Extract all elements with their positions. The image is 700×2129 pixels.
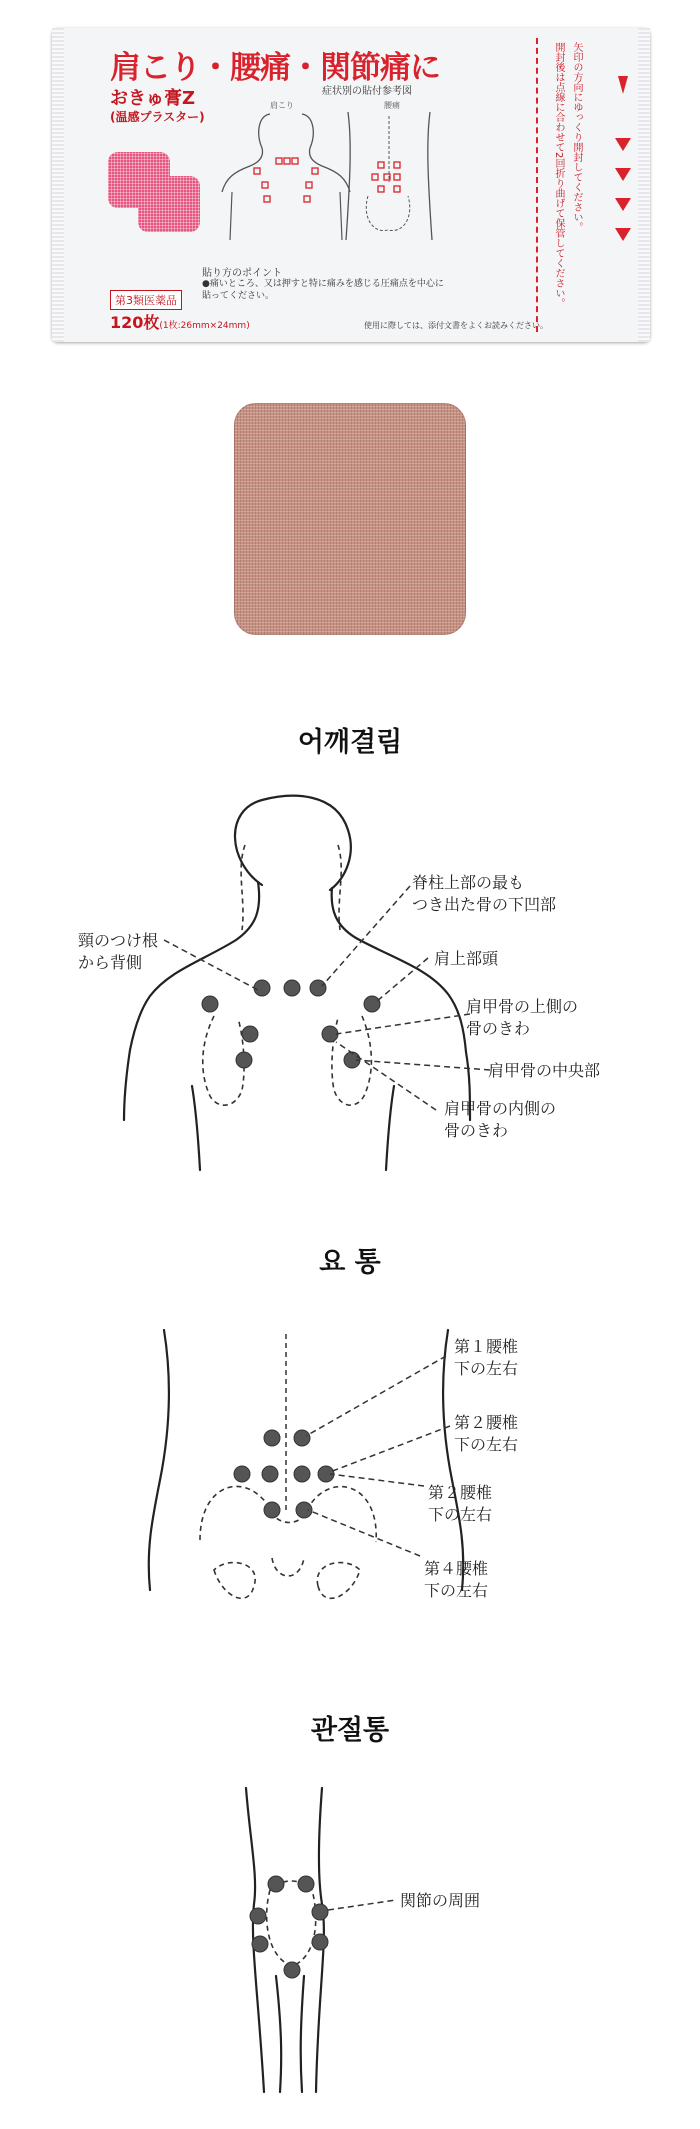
arrow-down-icon [615,138,631,151]
package-count [110,310,250,333]
reference-figure-title: 症状別の貼付参考図 [322,86,412,97]
package-brand: おきゅ膏Z [110,88,196,109]
package-seal-left [52,28,64,342]
pad-illustration-front [138,176,200,232]
arrow-down-icon [615,198,631,211]
section-heading-joint: 관절통 [310,1715,390,1746]
mini-lowerback-illustration [344,112,434,242]
package-title: 肩こり・腰痛・関節痛に [110,50,440,86]
label-line: 肩甲骨の内側の [444,1099,557,1118]
label-l2b [428,1482,492,1526]
label-line: 下の左右 [454,1435,519,1454]
label-line: 下の左右 [424,1581,489,1600]
label-scapula-inner [444,1098,556,1142]
reference-label-back: 腰痛 [384,101,400,110]
label-line: 第４腰椎 [424,1559,489,1578]
label-line: つき出た骨の下凹部 [412,895,557,914]
shoulder-back-illustration [0,790,700,1190]
label-scapula-center: 肩甲骨の中央部 [488,1061,601,1080]
reference-label-shoulder: 肩こり [270,101,294,110]
label-shoulder-top: 肩上部頭 [434,949,499,968]
label-l4 [424,1558,488,1602]
label-line: 脊柱上部の最も [412,873,525,892]
tear-line [536,38,538,332]
storage-note: 開封後は点線に合わせて2回折り曲げて保管してください。 [553,42,564,309]
label-around-joint: 関節の周囲 [400,1891,481,1910]
label-scapula-upper [466,996,578,1040]
package-seal-right [638,28,650,342]
product-package [52,28,650,342]
label-line: 第２腰椎 [428,1483,493,1502]
category-badge: 第3類医薬品 [110,290,182,310]
section-heading-lowerback: 요 통 [319,1247,381,1278]
size-value: (1枚:26mm×24mm) [159,321,250,331]
label-line: 骨のきわ [466,1019,531,1038]
label-line: 骨のきわ [444,1121,509,1140]
label-line: 頸のつけ根 [78,931,159,950]
tips-title: 貼り方のポイント [202,268,282,279]
knee-illustration [0,1780,700,2100]
label-line: 第２腰椎 [454,1413,519,1432]
label-l1 [454,1336,518,1380]
plaster-sample-image [234,403,466,635]
arrow-down-icon [615,168,631,181]
usage-note: 使用に際しては、添付文書をよくお読みください。 [364,321,548,330]
label-line: 下の左右 [454,1359,519,1378]
label-line: 下の左右 [428,1505,493,1524]
label-neck-root [78,930,158,974]
arrow-down-icon [615,228,631,241]
tips-text: ●痛いところ、又は押すと特に痛みを感じる圧痛点を中心に貼ってください。 [202,279,444,301]
label-line: 第１腰椎 [454,1337,519,1356]
open-arrow-icon [618,76,628,94]
package-subtitle: (温感プラスター) [110,110,205,124]
label-l2a [454,1412,518,1456]
label-line: 肩甲骨の上側の [466,997,579,1016]
label-line: から背側 [78,953,143,972]
mini-shoulder-illustration [222,112,352,242]
lowerback-illustration [0,1320,700,1660]
count-value: 120枚 [110,313,160,332]
open-note: 矢印の方向にゆっくり開封してください。 [571,42,582,232]
label-spine-top [412,872,556,916]
section-heading-shoulder: 어깨결림 [297,727,403,758]
